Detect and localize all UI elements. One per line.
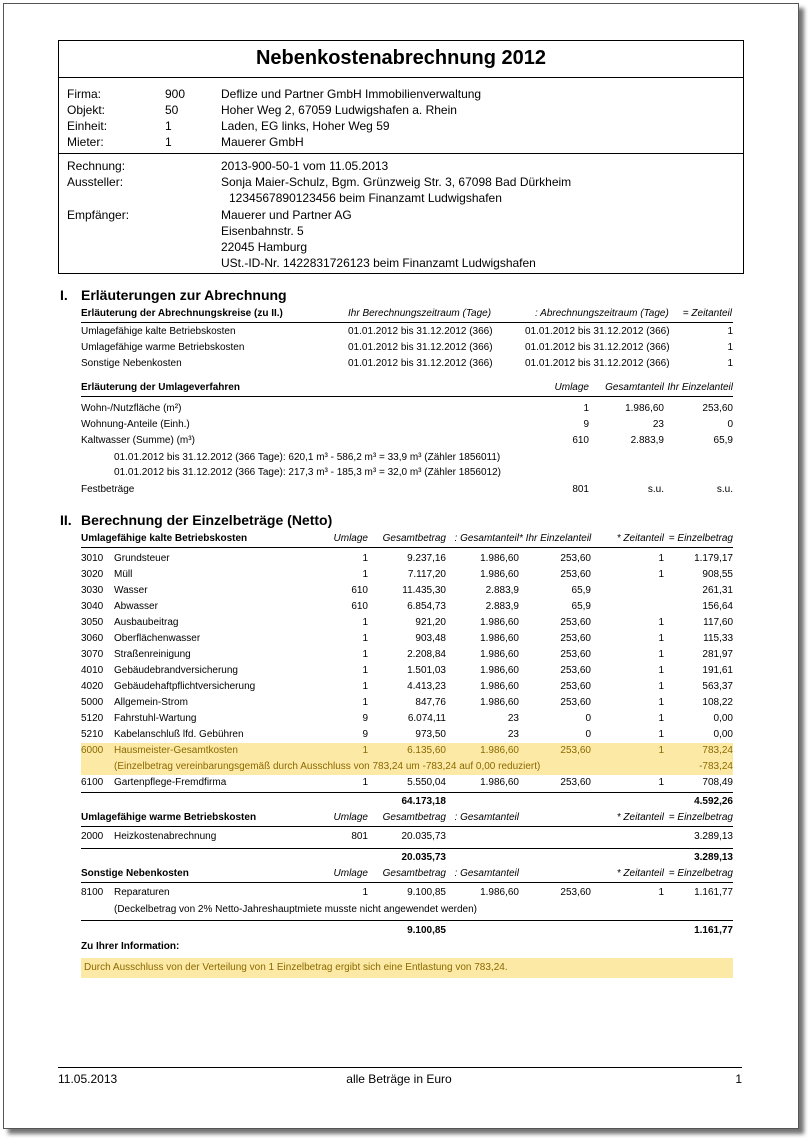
cost-gesamtbetrag: 903,48 bbox=[415, 633, 446, 644]
empfaenger-label: Empfänger: bbox=[67, 208, 130, 222]
cost-nr: 3060 bbox=[81, 633, 104, 644]
cost-name: Reparaturen bbox=[114, 887, 170, 898]
cost-nr: 6000 bbox=[81, 745, 104, 756]
cost-zeitanteil: 1 bbox=[658, 887, 664, 898]
objekt-value: Hoher Weg 2, 67059 Ludwigshafen a. Rhein bbox=[221, 103, 457, 117]
objekt-label: Objekt: bbox=[67, 103, 106, 117]
cost-einzelbetrag: 108,22 bbox=[702, 697, 733, 708]
cost-zeitanteil: 1 bbox=[658, 617, 664, 628]
cost-einzelanteil: 0 bbox=[585, 713, 591, 724]
cost-gesamtbetrag: 2.208,84 bbox=[407, 649, 446, 660]
mieter-code: 1 bbox=[165, 135, 172, 149]
section2-number: II. bbox=[60, 512, 72, 528]
kreis-ihr-zeitraum: 01.01.2012 bis 31.12.2012 (366) bbox=[348, 342, 493, 353]
footer-page-number: 1 bbox=[735, 1072, 742, 1086]
col-header-einzelbetrag: = Einzelbetrag bbox=[668, 868, 733, 879]
cost-gesamtbetrag: 4.413,23 bbox=[407, 681, 446, 692]
einheit-code: 1 bbox=[165, 119, 172, 133]
kreis-zeitanteil: 1 bbox=[727, 342, 733, 353]
cost-einzelanteil: 65,9 bbox=[571, 585, 591, 596]
cost-nr: 2000 bbox=[81, 831, 104, 842]
cost-zeitanteil: 1 bbox=[658, 569, 664, 580]
cost-umlage: 1 bbox=[362, 697, 368, 708]
document-title: Nebenkostenabrechnung 2012 bbox=[255, 47, 547, 69]
cost-umlage: 9 bbox=[362, 729, 368, 740]
col-header-gesamtbetrag: Gesamtbetrag bbox=[382, 812, 446, 823]
cost-gesamtanteil: 1.986,60 bbox=[480, 887, 519, 898]
col-header-zeitanteil: * Zeitanteil bbox=[616, 812, 664, 823]
col-header-umlage: Umlage bbox=[333, 812, 368, 823]
cost-gesamtanteil: 2.883,9 bbox=[485, 585, 519, 596]
cost-umlage: 1 bbox=[362, 553, 368, 564]
footer-rule bbox=[58, 1067, 742, 1068]
verfahren-gesamtanteil: 2.883,9 bbox=[630, 435, 664, 446]
kreis-name: Sonstige Nebenkosten bbox=[81, 358, 182, 369]
cost-umlage: 1 bbox=[362, 745, 368, 756]
cost-name: Müll bbox=[114, 569, 133, 580]
kreis-abr-zeitraum: 01.01.2012 bis 31.12.2012 (366) bbox=[525, 342, 670, 353]
cost-einzelbetrag: 3.289,13 bbox=[694, 831, 733, 842]
verfahren-name: Kaltwasser (Summe) (m³) bbox=[81, 435, 195, 446]
einheit-value: Laden, EG links, Hoher Weg 59 bbox=[221, 119, 390, 133]
cost-einzelbetrag: 281,97 bbox=[702, 649, 733, 660]
verfahren-header-rule bbox=[81, 396, 733, 397]
cost-gesamtbetrag: 847,76 bbox=[415, 697, 446, 708]
kreis-ihr-zeitraum: 01.01.2012 bis 31.12.2012 (366) bbox=[348, 358, 493, 369]
fest-einzel: s.u. bbox=[716, 484, 733, 495]
cost-einzelanteil: 0 bbox=[585, 729, 591, 740]
verfahren-umlage: 610 bbox=[572, 435, 589, 446]
verfahren-umlage: 1 bbox=[583, 403, 589, 414]
section1-title: Erläuterungen zur Abrechnung bbox=[81, 287, 287, 303]
cost-name: Kabelanschluß lfd. Gebühren bbox=[114, 729, 244, 740]
cost-name: Fahrstuhl-Wartung bbox=[114, 713, 197, 724]
footer-date: 11.05.2013 bbox=[58, 1072, 118, 1086]
firma-code: 900 bbox=[165, 87, 186, 101]
cost-umlage: 1 bbox=[362, 681, 368, 692]
sonst-note: (Deckelbetrag von 2% Netto-Jahreshauptmiete musste nicht angewendet werden) bbox=[114, 904, 477, 915]
cost-gesamtanteil: 1.986,60 bbox=[480, 665, 519, 676]
cost-nr: 4010 bbox=[81, 665, 104, 676]
objekt-code: 50 bbox=[165, 103, 179, 117]
cost-gesamtbetrag: 11.435,30 bbox=[402, 585, 446, 596]
group-sum-einzelbetrag: 4.592,26 bbox=[694, 796, 733, 807]
empfaenger-line1: Mauerer und Partner AG bbox=[221, 208, 352, 222]
group-sum-einzelbetrag: 1.161,77 bbox=[694, 925, 733, 936]
cost-einzelanteil: 253,60 bbox=[560, 665, 591, 676]
cost-umlage: 1 bbox=[362, 649, 368, 660]
cost-umlage: 1 bbox=[362, 665, 368, 676]
cost-zeitanteil: 1 bbox=[658, 681, 664, 692]
cost-nr: 4020 bbox=[81, 681, 104, 692]
cost-umlage: 801 bbox=[351, 831, 368, 842]
cost-nr: 5210 bbox=[81, 729, 104, 740]
cost-nr: 5000 bbox=[81, 697, 104, 708]
cost-nr: 8100 bbox=[81, 887, 104, 898]
firma-value: Deflize und Partner GmbH Immobilienverwaltung bbox=[221, 87, 482, 101]
col-header-einzelbetrag: = Einzelbetrag bbox=[668, 533, 733, 544]
cost-einzelbetrag: 563,37 bbox=[702, 681, 733, 692]
col-header-gesamtanteil: : Gesamtanteil bbox=[454, 868, 519, 879]
mieter-label: Mieter: bbox=[67, 135, 104, 149]
cost-gesamtbetrag: 921,20 bbox=[415, 617, 446, 628]
cost-gesamtbetrag: 973,50 bbox=[415, 729, 446, 740]
verfahren-einzelanteil: 253,60 bbox=[702, 403, 733, 414]
cost-umlage: 1 bbox=[362, 633, 368, 644]
cost-umlage: 1 bbox=[362, 777, 368, 788]
cost-gesamtbetrag: 6.074,11 bbox=[407, 713, 446, 724]
cost-name: Gebäudehaftpflichtversicherung bbox=[114, 681, 256, 692]
col-header-gesamtbetrag: Gesamtbetrag bbox=[382, 533, 446, 544]
col-header-gesamtbetrag: Gesamtbetrag bbox=[382, 868, 446, 879]
info-text: Durch Ausschluss von der Verteilung von 1 Einzelbetrag ergibt sich eine Entlastung von 783,24. bbox=[84, 962, 508, 973]
cost-umlage: 610 bbox=[351, 585, 368, 596]
cost-einzelanteil: 253,60 bbox=[560, 777, 591, 788]
cost-name: Wasser bbox=[114, 585, 148, 596]
aussteller-line2: 1234567890123456 beim Finanzamt Ludwigshafen bbox=[229, 191, 502, 205]
cost-einzelbetrag: 1.179,17 bbox=[694, 553, 733, 564]
aussteller-label: Aussteller: bbox=[67, 175, 124, 189]
cost-gesamtbetrag: 1.501,03 bbox=[407, 665, 446, 676]
title-divider bbox=[59, 77, 743, 78]
cost-einzelanteil: 253,60 bbox=[560, 633, 591, 644]
cost-umlage: 1 bbox=[362, 569, 368, 580]
group-sum-gesamtbetrag: 20.035,73 bbox=[401, 852, 446, 863]
cost-einzelanteil: 65,9 bbox=[571, 601, 591, 612]
kreise-header-ihr: Ihr Berechnungszeitraum (Tage) bbox=[348, 308, 492, 319]
rechnung-value: 2013-900-50-1 vom 11.05.2013 bbox=[221, 159, 389, 173]
verfahren-header-umlage: Umlage bbox=[554, 382, 589, 393]
cost-nr: 3030 bbox=[81, 585, 104, 596]
verfahren-einzelanteil: 65,9 bbox=[713, 435, 733, 446]
einheit-label: Einheit: bbox=[67, 119, 108, 133]
group-header-rule bbox=[81, 882, 733, 883]
cost-gesamtanteil: 1.986,60 bbox=[480, 633, 519, 644]
cost-gesamtbetrag: 6.854,73 bbox=[407, 601, 446, 612]
section2-title: Berechnung der Einzelbeträge (Netto) bbox=[81, 512, 333, 528]
cost-gesamtanteil: 1.986,60 bbox=[480, 777, 519, 788]
group-header-rule bbox=[81, 826, 733, 827]
cost-nr: 3040 bbox=[81, 601, 104, 612]
col-header-einzelanteil: * Ihr Einzelanteil bbox=[519, 533, 592, 544]
cost-nr: 6100 bbox=[81, 777, 104, 788]
cost-gesamtanteil: 1.986,60 bbox=[480, 649, 519, 660]
cost-umlage: 9 bbox=[362, 713, 368, 724]
verfahren-header-gesamt: Gesamtanteil bbox=[605, 382, 664, 393]
col-header-zeitanteil: * Zeitanteil bbox=[616, 533, 664, 544]
kreis-zeitanteil: 1 bbox=[727, 358, 733, 369]
kalt-sum-rule bbox=[81, 792, 733, 793]
cost-gesamtanteil: 2.883,9 bbox=[485, 601, 519, 612]
cost-nr: 3050 bbox=[81, 617, 104, 628]
verfahren-einzelanteil: 0 bbox=[727, 419, 733, 430]
verfahren-umlage: 9 bbox=[583, 419, 589, 430]
cost-gesamtanteil: 1.986,60 bbox=[480, 617, 519, 628]
group-header-rule bbox=[81, 547, 733, 548]
group-sum-gesamtbetrag: 9.100,85 bbox=[407, 925, 446, 936]
cost-einzelbetrag: 708,49 bbox=[702, 777, 733, 788]
cost-nr: 3020 bbox=[81, 569, 104, 580]
cost-einzelbetrag: 191,61 bbox=[702, 665, 733, 676]
cost-gesamtanteil: 1.986,60 bbox=[480, 745, 519, 756]
empfaenger-line2: Eisenbahnstr. 5 bbox=[221, 224, 304, 238]
group-sum-gesamtbetrag: 64.173,18 bbox=[401, 796, 446, 807]
mieter-value: Mauerer GmbH bbox=[221, 135, 304, 149]
header-box bbox=[58, 40, 744, 274]
cost-zeitanteil: 1 bbox=[658, 729, 664, 740]
cost-name: Oberflächenwasser bbox=[114, 633, 201, 644]
cost-umlage: 1 bbox=[362, 887, 368, 898]
verfahren-gesamtanteil: 1.986,60 bbox=[625, 403, 664, 414]
cost-gesamtbetrag: 6.135,60 bbox=[407, 745, 446, 756]
cost-einzelanteil: 253,60 bbox=[560, 617, 591, 628]
cost-zeitanteil: 1 bbox=[658, 553, 664, 564]
header-divider bbox=[59, 153, 743, 154]
kaltwasser-note-2: 01.01.2012 bis 31.12.2012 (366 Tage): 217,3 m³ - 185,3 m³ = 32,0 m³ (Zähler 1856012) bbox=[114, 467, 502, 478]
verfahren-name: Wohn-/Nutzfläche (m²) bbox=[81, 403, 182, 414]
cost-zeitanteil: 1 bbox=[658, 745, 664, 756]
kaltwasser-note-1: 01.01.2012 bis 31.12.2012 (366 Tage): 620,1 m³ - 586,2 m³ = 33,9 m³ (Zähler 1856011) bbox=[114, 452, 501, 463]
cost-name: Ausbaubeitrag bbox=[114, 617, 179, 628]
cost-zeitanteil: 1 bbox=[658, 777, 664, 788]
cost-einzelbetrag: 0,00 bbox=[713, 713, 733, 724]
cost-gesamtanteil: 1.986,60 bbox=[480, 553, 519, 564]
info-title: Zu Ihrer Information: bbox=[81, 941, 180, 952]
cost-einzelanteil: 253,60 bbox=[560, 553, 591, 564]
cost-gesamtanteil: 1.986,60 bbox=[480, 569, 519, 580]
document-page bbox=[3, 3, 799, 1129]
cost-einzelbetrag: 0,00 bbox=[713, 729, 733, 740]
cost-gesamtanteil: 23 bbox=[507, 713, 519, 724]
cost-einzelanteil: 253,60 bbox=[560, 681, 591, 692]
cost-gesamtbetrag: 7.117,20 bbox=[407, 569, 446, 580]
verfahren-gesamtanteil: 23 bbox=[652, 419, 664, 430]
cost-einzelbetrag: 115,33 bbox=[703, 633, 733, 644]
empfaenger-line3: 22045 Hamburg bbox=[221, 240, 308, 254]
group-title: Sonstige Nebenkosten bbox=[81, 868, 189, 879]
cost-gesamtanteil: 1.986,60 bbox=[480, 681, 519, 692]
cost-einzelbetrag: 117,60 bbox=[703, 617, 733, 628]
cost-gesamtbetrag: 20.035,73 bbox=[401, 831, 446, 842]
cost-umlage: 1 bbox=[362, 617, 368, 628]
cost-einzelbetrag: 156,64 bbox=[702, 601, 733, 612]
sonst-sum-rule bbox=[81, 920, 733, 921]
cost-zeitanteil: 1 bbox=[658, 713, 664, 724]
kreis-name: Umlagefähige warme Betriebskosten bbox=[81, 342, 245, 353]
col-header-zeitanteil: * Zeitanteil bbox=[616, 868, 664, 879]
cost-einzelanteil: 253,60 bbox=[560, 887, 591, 898]
cost-zeitanteil: 1 bbox=[658, 649, 664, 660]
cost-einzelanteil: 253,60 bbox=[560, 697, 591, 708]
kreis-zeitanteil: 1 bbox=[727, 326, 733, 337]
cost-einzelbetrag: 261,31 bbox=[702, 585, 733, 596]
cost-zeitanteil: 1 bbox=[658, 633, 664, 644]
footer-center: alle Beträge in Euro bbox=[346, 1072, 452, 1086]
fest-gesamt: s.u. bbox=[647, 484, 664, 495]
cost-zeitanteil: 1 bbox=[658, 697, 664, 708]
kreis-ihr-zeitraum: 01.01.2012 bis 31.12.2012 (366) bbox=[348, 326, 493, 337]
cost-name: Straßenreinigung bbox=[114, 649, 191, 660]
kreis-abr-zeitraum: 01.01.2012 bis 31.12.2012 (366) bbox=[525, 358, 670, 369]
col-header-umlage: Umlage bbox=[333, 868, 368, 879]
group-title: Umlagefähige kalte Betriebskosten bbox=[81, 533, 248, 544]
kreise-header-anteil: = Zeitanteil bbox=[682, 308, 732, 319]
col-header-gesamtanteil: : Gesamtanteil bbox=[454, 812, 519, 823]
aussteller-line1: Sonja Maier-Schulz, Bgm. Grünzweig Str. 3, 67098 Bad Dürkheim bbox=[221, 175, 572, 189]
cost-einzelbetrag: 1.161,77 bbox=[694, 887, 733, 898]
section1-number: I. bbox=[60, 287, 68, 303]
verfahren-name: Wohnung-Anteile (Einh.) bbox=[81, 419, 190, 430]
kreise-header-rule bbox=[81, 322, 733, 323]
warm-sum-rule bbox=[81, 848, 733, 849]
kreis-abr-zeitraum: 01.01.2012 bis 31.12.2012 (366) bbox=[525, 326, 670, 337]
cost-name: Heizkostenabrechnung bbox=[114, 831, 217, 842]
cost-nr: 5120 bbox=[81, 713, 104, 724]
fest-umlage: 801 bbox=[572, 484, 589, 495]
fest-name: Festbeträge bbox=[81, 484, 135, 495]
kreise-header-abr: : Abrechnungszeitraum (Tage) bbox=[535, 308, 669, 319]
hausmeister-note: (Einzelbetrag vereinbarungsgemäß durch Ausschluss von 783,24 um -783,24 auf 0,00 reduziert) bbox=[114, 761, 541, 772]
cost-name: Grundsteuer bbox=[114, 553, 170, 564]
cost-gesamtanteil: 1.986,60 bbox=[480, 697, 519, 708]
hausmeister-note-value: -783,24 bbox=[699, 761, 733, 772]
firma-label: Firma: bbox=[67, 87, 101, 101]
cost-gesamtbetrag: 5.550,04 bbox=[407, 777, 446, 788]
rechnung-label: Rechnung: bbox=[67, 159, 126, 173]
kreis-name: Umlagefähige kalte Betriebskosten bbox=[81, 326, 236, 337]
cost-zeitanteil: 1 bbox=[658, 665, 664, 676]
cost-nr: 3070 bbox=[81, 649, 104, 660]
cost-name: Allgemein-Strom bbox=[114, 697, 188, 708]
cost-name: Abwasser bbox=[114, 601, 158, 612]
cost-name: Hausmeister-Gesamtkosten bbox=[114, 745, 238, 756]
cost-gesamtbetrag: 9.237,16 bbox=[407, 553, 446, 564]
cost-einzelanteil: 253,60 bbox=[560, 649, 591, 660]
col-header-umlage: Umlage bbox=[333, 533, 368, 544]
cost-einzelbetrag: 783,24 bbox=[702, 745, 733, 756]
col-header-einzelbetrag: = Einzelbetrag bbox=[668, 812, 733, 823]
cost-einzelanteil: 253,60 bbox=[560, 745, 591, 756]
verfahren-header-einzel: Ihr Einzelanteil bbox=[667, 382, 733, 393]
col-header-gesamtanteil: : Gesamtanteil bbox=[454, 533, 519, 544]
cost-nr: 3010 bbox=[81, 553, 104, 564]
cost-name: Gartenpflege-Fremdfirma bbox=[114, 777, 227, 788]
cost-name: Gebäudebrandversicherung bbox=[114, 665, 238, 676]
cost-einzelbetrag: 908,55 bbox=[702, 569, 733, 580]
empfaenger-line4: USt.-ID-Nr. 1422831726123 beim Finanzamt Ludwigshafen bbox=[221, 256, 536, 270]
cost-gesamtanteil: 23 bbox=[507, 729, 519, 740]
cost-umlage: 610 bbox=[351, 601, 368, 612]
verfahren-header-label: Erläuterung der Umlageverfahren bbox=[81, 382, 240, 393]
group-sum-einzelbetrag: 3.289,13 bbox=[694, 852, 733, 863]
cost-gesamtbetrag: 9.100,85 bbox=[407, 887, 446, 898]
group-title: Umlagefähige warme Betriebskosten bbox=[81, 812, 257, 823]
cost-einzelanteil: 253,60 bbox=[560, 569, 591, 580]
kreise-header-label: Erläuterung der Abrechnungskreise (zu II.) bbox=[81, 308, 283, 319]
